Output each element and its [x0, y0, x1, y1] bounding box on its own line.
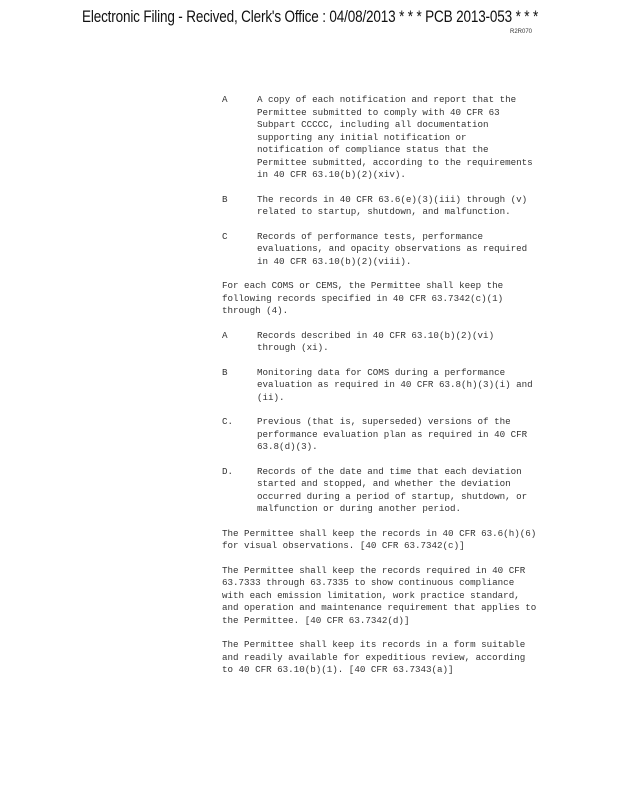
record-item-c-previous-versions [222, 416, 538, 454]
item-label: A [222, 329, 228, 341]
item-text: Records described in 40 CFR 63.10(b)(2)(vi) through (xi). [257, 329, 495, 353]
item-label: C. [222, 416, 234, 427]
item-label: A [222, 94, 228, 105]
record-item-c-performance-tests [222, 231, 538, 269]
paragraph-continuous-compliance: The Permittee shall keep the records required in 40 CFR 63.7333 through 63.7335 to show continuous compliance with each emission limitation, work practice standard, and operation and maintenance requirement that applies to the Permittee. [40 CFR 63.7342(d)] [222, 564, 537, 626]
item-label: D. [222, 465, 234, 477]
item-label: C [222, 230, 228, 242]
paragraph-record-form: The Permittee shall keep its records in a form suitable and readily available for expeditious review, according to 40 CFR 63.10(b)(1). [40 CFR 63.7343(a)] [222, 639, 526, 675]
paragraph-visual-observations: The Permittee shall keep the records in 40 CFR 63.6(h)(6) for visual observations. [40 CFR 63.7342(c)] [222, 527, 537, 551]
record-item-a-records [222, 330, 538, 355]
record-item-b-monitoring-data [222, 367, 538, 405]
item-text: Previous (that is, superseded) versions of the performance evaluation plan as required in 40 CFR 63.8(d)(3). [257, 416, 528, 452]
item-text: Records of performance tests, performance evaluations, and opacity observations as required in 40 CFR 63.10(b)(2)(viii). [257, 230, 528, 267]
record-item-b-startup-shutdown [222, 194, 538, 219]
document-body [222, 94, 538, 689]
paragraph-coms-cems: For each COMS or CEMS, the Permittee shall keep the following records specified in 40 CFR 63.7342(c)(1) through (4). [222, 280, 504, 316]
item-text: The records in 40 CFR 63.6(e)(3)(iii) through (v) related to startup, shutdown, and malfunction. [257, 193, 528, 217]
item-label: B [222, 366, 228, 378]
filing-stamp-code: R2R070 [510, 29, 533, 35]
item-text: A copy of each notification and report that the Permittee submitted to comply with 40 CFR 63 Subpart CCCCC, including all documentation supporting any initial notification or notification of compliance status that the Permittee submitted, according to the requirements in 40 CFR 63.10(b)(2)(xiv). [257, 94, 533, 180]
item-text: Records of the date and time that each deviation started and stopped, and whether the deviation occurred during a period of startup, shutdown, or malfunction or during another period. [257, 465, 528, 514]
item-text: Monitoring data for COMS during a performance evaluation as required in 40 CFR 63.8(h)(3)(i) and (ii). [257, 366, 533, 403]
filing-stamp: Electronic Filing - Recived, Clerk's Office : 04/08/2013 * * * PCB 2013-053 * * * [82, 8, 539, 26]
item-label: B [222, 193, 228, 205]
record-item-d-deviations [222, 466, 538, 516]
record-item-a-notifications [222, 94, 538, 182]
